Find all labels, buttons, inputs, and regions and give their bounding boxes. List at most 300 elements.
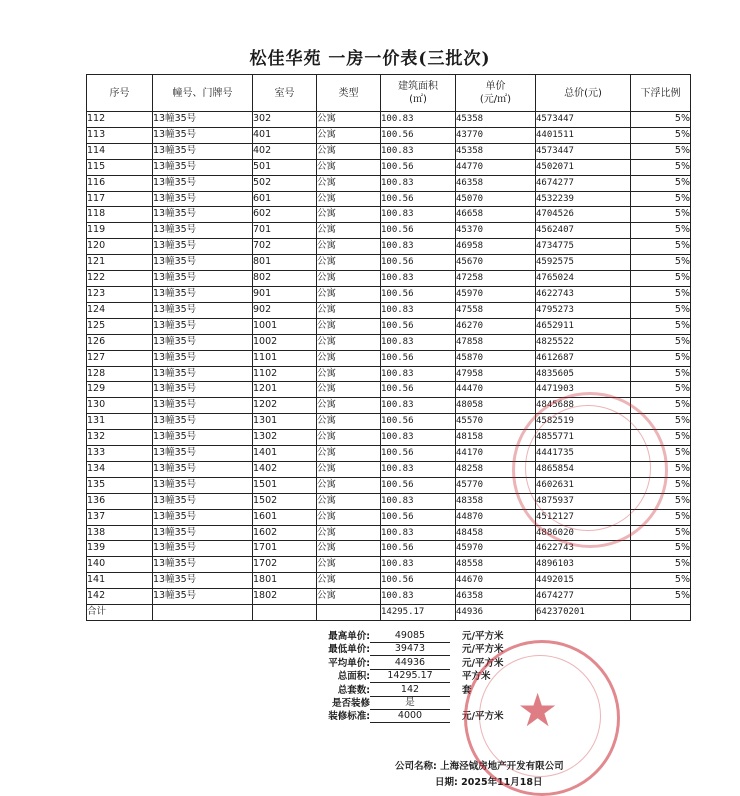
cell-float-ratio: 5%: [631, 446, 691, 462]
cell-building: 13幢35号: [153, 302, 253, 318]
table-row: [87, 207, 691, 223]
cell-building: 13幢35号: [153, 143, 253, 159]
cell-float-ratio: 5%: [631, 318, 691, 334]
cell-total-price: 4441735: [536, 446, 631, 462]
cell-room: 1502: [253, 493, 317, 509]
cell-total-price: 4845688: [536, 398, 631, 414]
cell-area: 100.56: [381, 350, 456, 366]
table-row: [87, 239, 691, 255]
cell-type: 公寓: [317, 127, 381, 143]
cell-room: 901: [253, 286, 317, 302]
summary-label: 最高单价:: [328, 631, 370, 642]
cell-total-price: 4573447: [536, 143, 631, 159]
cell-room: 1402: [253, 461, 317, 477]
cell-type: 公寓: [317, 159, 381, 175]
cell-building: 13幢35号: [153, 541, 253, 557]
cell-float-ratio: 5%: [631, 286, 691, 302]
cell-seq: 117: [87, 191, 153, 207]
cell-total-price: 4875937: [536, 493, 631, 509]
table-row: [87, 493, 691, 509]
header-unit-line2: (元/㎡): [479, 94, 512, 105]
summary-value: 39473: [370, 643, 450, 656]
cell-room: 1801: [253, 573, 317, 589]
table-row: [87, 509, 691, 525]
cell-seq: 125: [87, 318, 153, 334]
cell-room: 401: [253, 127, 317, 143]
summary-value: 142: [370, 684, 450, 697]
cell-type: 公寓: [317, 207, 381, 223]
cell-total-price: 4855771: [536, 430, 631, 446]
cell-seq: 133: [87, 446, 153, 462]
cell-room: 802: [253, 271, 317, 287]
cell-area: 100.83: [381, 334, 456, 350]
cell-building: 13幢35号: [153, 461, 253, 477]
date-label: 日期:: [435, 777, 458, 788]
cell-seq: 128: [87, 366, 153, 382]
cell-unit-price: 46358: [456, 175, 536, 191]
cell-unit-price: 45570: [456, 414, 536, 430]
table-row: [87, 414, 691, 430]
cell-building: 13幢35号: [153, 557, 253, 573]
cell-type: 公寓: [317, 286, 381, 302]
summary-unit: 元/平方米: [462, 644, 504, 656]
cell-type: 公寓: [317, 541, 381, 557]
cell-area: 100.56: [381, 509, 456, 525]
cell-total-price: 4401511: [536, 127, 631, 143]
cell-unit-price: 47958: [456, 366, 536, 382]
cell-building: 13幢35号: [153, 223, 253, 239]
cell-total-price: 4652911: [536, 318, 631, 334]
cell-seq: 142: [87, 589, 153, 605]
cell-type: 公寓: [317, 509, 381, 525]
cell-unit-price: 48058: [456, 398, 536, 414]
date-value: 2025年11月18日: [461, 777, 543, 788]
cell-area: 100.56: [381, 191, 456, 207]
price-table: [86, 74, 691, 621]
table-row: [87, 334, 691, 350]
cell-room: 1201: [253, 382, 317, 398]
cell-unit-price: 44670: [456, 573, 536, 589]
totals-empty-building: [153, 605, 253, 621]
header-building: 幢号、门牌号: [153, 75, 253, 112]
summary-unit: 平方米: [462, 671, 491, 683]
header-type: 类型: [317, 75, 381, 112]
cell-area: 100.83: [381, 461, 456, 477]
cell-type: 公寓: [317, 525, 381, 541]
cell-total-price: 4471903: [536, 382, 631, 398]
header-area: [381, 75, 456, 112]
cell-unit-price: 44470: [456, 382, 536, 398]
cell-unit-price: 45070: [456, 191, 536, 207]
cell-building: 13幢35号: [153, 414, 253, 430]
cell-total-price: 4592575: [536, 255, 631, 271]
table-row: [87, 223, 691, 239]
cell-float-ratio: 5%: [631, 509, 691, 525]
cell-building: 13幢35号: [153, 509, 253, 525]
table-row: [87, 286, 691, 302]
cell-room: 1001: [253, 318, 317, 334]
cell-type: 公寓: [317, 255, 381, 271]
cell-unit-price: 45358: [456, 112, 536, 128]
cell-total-price: 4562407: [536, 223, 631, 239]
cell-area: 100.83: [381, 175, 456, 191]
cell-area: 100.56: [381, 382, 456, 398]
table-row: [87, 430, 691, 446]
cell-total-price: 4865854: [536, 461, 631, 477]
cell-float-ratio: 5%: [631, 589, 691, 605]
cell-type: 公寓: [317, 143, 381, 159]
summary-row: [200, 657, 560, 670]
cell-area: 100.83: [381, 207, 456, 223]
cell-type: 公寓: [317, 302, 381, 318]
cell-total-price: 4622743: [536, 286, 631, 302]
cell-unit-price: 48458: [456, 525, 536, 541]
cell-room: 1601: [253, 509, 317, 525]
cell-float-ratio: 5%: [631, 573, 691, 589]
cell-area: 100.56: [381, 223, 456, 239]
page-title: 松佳华苑 一房一价表(三批次): [249, 49, 491, 69]
cell-building: 13幢35号: [153, 525, 253, 541]
cell-type: 公寓: [317, 334, 381, 350]
summary-row: [200, 643, 560, 656]
summary-value: 4000: [370, 710, 450, 723]
summary-row: [200, 710, 560, 723]
cell-total-price: 4532239: [536, 191, 631, 207]
cell-seq: 119: [87, 223, 153, 239]
cell-total-price: 4612687: [536, 350, 631, 366]
cell-float-ratio: 5%: [631, 207, 691, 223]
cell-seq: 132: [87, 430, 153, 446]
cell-area: 100.83: [381, 557, 456, 573]
totals-total-price: 642370201: [536, 605, 631, 621]
cell-seq: 135: [87, 477, 153, 493]
cell-float-ratio: 5%: [631, 398, 691, 414]
cell-float-ratio: 5%: [631, 350, 691, 366]
cell-unit-price: 46958: [456, 239, 536, 255]
header-total-price: 总价(元): [536, 75, 631, 112]
summary-label: 是否装修: [331, 697, 370, 709]
summary-value: 14295.17: [370, 670, 450, 683]
summary-value: 49085: [370, 630, 450, 643]
cell-float-ratio: 5%: [631, 461, 691, 477]
cell-float-ratio: 5%: [631, 191, 691, 207]
cell-unit-price: 45770: [456, 477, 536, 493]
cell-area: 100.83: [381, 143, 456, 159]
cell-type: 公寓: [317, 557, 381, 573]
cell-type: 公寓: [317, 398, 381, 414]
cell-float-ratio: 5%: [631, 414, 691, 430]
cell-type: 公寓: [317, 477, 381, 493]
cell-type: 公寓: [317, 573, 381, 589]
cell-float-ratio: 5%: [631, 175, 691, 191]
cell-total-price: 4502071: [536, 159, 631, 175]
cell-area: 100.56: [381, 541, 456, 557]
cell-unit-price: 45870: [456, 350, 536, 366]
cell-total-price: 4674277: [536, 175, 631, 191]
cell-unit-price: 48558: [456, 557, 536, 573]
cell-building: 13幢35号: [153, 239, 253, 255]
cell-area: 100.83: [381, 112, 456, 128]
table-row: [87, 255, 691, 271]
cell-type: 公寓: [317, 271, 381, 287]
cell-type: 公寓: [317, 239, 381, 255]
cell-float-ratio: 5%: [631, 239, 691, 255]
header-area-line2: (㎡): [409, 94, 427, 105]
cell-type: 公寓: [317, 350, 381, 366]
cell-area: 100.56: [381, 414, 456, 430]
table-row: [87, 143, 691, 159]
header-unit-price: [456, 75, 536, 112]
header-float-ratio: 下浮比例: [631, 75, 691, 112]
company-label: 公司名称:: [395, 761, 437, 772]
cell-area: 100.56: [381, 477, 456, 493]
cell-total-price: 4704526: [536, 207, 631, 223]
cell-unit-price: 44770: [456, 159, 536, 175]
table-row: [87, 366, 691, 382]
summary-unit: 元/平方米: [462, 631, 504, 642]
cell-seq: 134: [87, 461, 153, 477]
summary-label: 最低单价:: [328, 644, 370, 656]
cell-total-price: 4835605: [536, 366, 631, 382]
summary-label: 平均单价:: [328, 657, 370, 669]
cell-unit-price: 46658: [456, 207, 536, 223]
table-row: [87, 382, 691, 398]
table-row: [87, 589, 691, 605]
cell-room: 402: [253, 143, 317, 159]
cell-unit-price: 48158: [456, 430, 536, 446]
cell-building: 13幢35号: [153, 573, 253, 589]
cell-area: 100.83: [381, 239, 456, 255]
cell-float-ratio: 5%: [631, 112, 691, 128]
cell-building: 13幢35号: [153, 127, 253, 143]
cell-room: 502: [253, 175, 317, 191]
cell-type: 公寓: [317, 382, 381, 398]
cell-float-ratio: 5%: [631, 557, 691, 573]
cell-area: 100.56: [381, 127, 456, 143]
cell-seq: 137: [87, 509, 153, 525]
table-row: [87, 525, 691, 541]
cell-area: 100.56: [381, 255, 456, 271]
cell-area: 100.83: [381, 525, 456, 541]
cell-total-price: 4492015: [536, 573, 631, 589]
cell-room: 1401: [253, 446, 317, 462]
cell-building: 13幢35号: [153, 446, 253, 462]
cell-total-price: 4765024: [536, 271, 631, 287]
summary-value: 44936: [370, 657, 450, 670]
cell-float-ratio: 5%: [631, 271, 691, 287]
table-row: [87, 477, 691, 493]
cell-total-price: 4886020: [536, 525, 631, 541]
cell-seq: 115: [87, 159, 153, 175]
cell-building: 13幢35号: [153, 286, 253, 302]
cell-room: 1702: [253, 557, 317, 573]
cell-unit-price: 47258: [456, 271, 536, 287]
cell-float-ratio: 5%: [631, 334, 691, 350]
cell-float-ratio: 5%: [631, 143, 691, 159]
cell-area: 100.83: [381, 589, 456, 605]
table-row: [87, 318, 691, 334]
table-row: [87, 302, 691, 318]
date-line: [435, 774, 543, 788]
cell-building: 13幢35号: [153, 382, 253, 398]
cell-building: 13幢35号: [153, 493, 253, 509]
header-room: 室号: [253, 75, 317, 112]
table-body: [87, 112, 691, 605]
cell-float-ratio: 5%: [631, 525, 691, 541]
cell-building: 13幢35号: [153, 159, 253, 175]
table-row: [87, 191, 691, 207]
cell-room: 902: [253, 302, 317, 318]
cell-float-ratio: 5%: [631, 366, 691, 382]
cell-seq: 122: [87, 271, 153, 287]
cell-area: 100.83: [381, 271, 456, 287]
company-line: [395, 758, 564, 772]
cell-type: 公寓: [317, 318, 381, 334]
cell-total-price: 4602631: [536, 477, 631, 493]
summary-label: 总套数:: [337, 684, 370, 696]
summary-row: [200, 684, 560, 697]
cell-type: 公寓: [317, 366, 381, 382]
cell-seq: 129: [87, 382, 153, 398]
cell-building: 13幢35号: [153, 318, 253, 334]
cell-seq: 124: [87, 302, 153, 318]
cell-seq: 140: [87, 557, 153, 573]
cell-unit-price: 43770: [456, 127, 536, 143]
summary-row: [200, 630, 560, 643]
cell-unit-price: 46358: [456, 589, 536, 605]
cell-room: 1202: [253, 398, 317, 414]
cell-type: 公寓: [317, 461, 381, 477]
cell-total-price: 4674277: [536, 589, 631, 605]
cell-total-price: 4512127: [536, 509, 631, 525]
header-area-line1: 建筑面积: [398, 81, 438, 92]
cell-area: 100.56: [381, 318, 456, 334]
header-seq: 序号: [87, 75, 153, 112]
cell-building: 13幢35号: [153, 175, 253, 191]
cell-seq: 123: [87, 286, 153, 302]
cell-room: 1102: [253, 366, 317, 382]
cell-seq: 131: [87, 414, 153, 430]
cell-area: 100.56: [381, 446, 456, 462]
table-row: [87, 175, 691, 191]
summary-unit: 套: [462, 684, 472, 696]
cell-building: 13幢35号: [153, 589, 253, 605]
cell-float-ratio: 5%: [631, 302, 691, 318]
cell-total-price: 4582519: [536, 414, 631, 430]
cell-type: 公寓: [317, 223, 381, 239]
summary-label: 装修标准:: [328, 711, 370, 723]
cell-room: 702: [253, 239, 317, 255]
cell-type: 公寓: [317, 414, 381, 430]
cell-float-ratio: 5%: [631, 541, 691, 557]
summary-unit: 元/平方米: [462, 657, 504, 669]
cell-room: 302: [253, 112, 317, 128]
cell-seq: 126: [87, 334, 153, 350]
cell-unit-price: 44870: [456, 509, 536, 525]
cell-seq: 141: [87, 573, 153, 589]
cell-total-price: 4896103: [536, 557, 631, 573]
cell-building: 13幢35号: [153, 366, 253, 382]
cell-seq: 138: [87, 525, 153, 541]
cell-room: 1802: [253, 589, 317, 605]
cell-seq: 112: [87, 112, 153, 128]
cell-unit-price: 45970: [456, 286, 536, 302]
cell-area: 100.83: [381, 493, 456, 509]
table-row: [87, 127, 691, 143]
table-row: [87, 446, 691, 462]
totals-empty-type: [317, 605, 381, 621]
cell-area: 100.83: [381, 430, 456, 446]
cell-room: 1002: [253, 334, 317, 350]
table-row: [87, 350, 691, 366]
cell-area: 100.83: [381, 366, 456, 382]
summary-block: [200, 630, 560, 724]
cell-building: 13幢35号: [153, 430, 253, 446]
cell-total-price: 4825522: [536, 334, 631, 350]
cell-type: 公寓: [317, 191, 381, 207]
cell-area: 100.56: [381, 286, 456, 302]
table-row: [87, 573, 691, 589]
table-row: [87, 271, 691, 287]
cell-building: 13幢35号: [153, 477, 253, 493]
cell-total-price: 4795273: [536, 302, 631, 318]
cell-room: 501: [253, 159, 317, 175]
totals-empty-room: [253, 605, 317, 621]
totals-row: [87, 605, 691, 621]
cell-float-ratio: 5%: [631, 477, 691, 493]
cell-seq: 127: [87, 350, 153, 366]
cell-float-ratio: 5%: [631, 382, 691, 398]
totals-empty-float: [631, 605, 691, 621]
cell-building: 13幢35号: [153, 255, 253, 271]
header-unit-line1: 单价: [485, 81, 506, 92]
cell-building: 13幢35号: [153, 350, 253, 366]
cell-total-price: 4573447: [536, 112, 631, 128]
cell-building: 13幢35号: [153, 191, 253, 207]
cell-total-price: 4734775: [536, 239, 631, 255]
cell-room: 1302: [253, 430, 317, 446]
company-name: 上海泾钺房地产开发有限公司: [440, 761, 564, 772]
cell-unit-price: 47558: [456, 302, 536, 318]
cell-room: 1301: [253, 414, 317, 430]
table-row: [87, 398, 691, 414]
cell-room: 1501: [253, 477, 317, 493]
summary-row: [200, 697, 560, 710]
cell-room: 1101: [253, 350, 317, 366]
cell-float-ratio: 5%: [631, 127, 691, 143]
cell-area: 100.56: [381, 573, 456, 589]
cell-float-ratio: 5%: [631, 493, 691, 509]
cell-area: 100.56: [381, 159, 456, 175]
cell-room: 701: [253, 223, 317, 239]
cell-seq: 139: [87, 541, 153, 557]
cell-building: 13幢35号: [153, 398, 253, 414]
summary-value: 是: [370, 697, 450, 710]
cell-unit-price: 44170: [456, 446, 536, 462]
cell-seq: 121: [87, 255, 153, 271]
cell-seq: 113: [87, 127, 153, 143]
cell-building: 13幢35号: [153, 207, 253, 223]
cell-type: 公寓: [317, 175, 381, 191]
summary-label: 总面积:: [337, 671, 370, 683]
cell-seq: 114: [87, 143, 153, 159]
cell-unit-price: 48258: [456, 461, 536, 477]
cell-float-ratio: 5%: [631, 430, 691, 446]
table-row: [87, 557, 691, 573]
cell-building: 13幢35号: [153, 334, 253, 350]
cell-room: 801: [253, 255, 317, 271]
cell-room: 602: [253, 207, 317, 223]
